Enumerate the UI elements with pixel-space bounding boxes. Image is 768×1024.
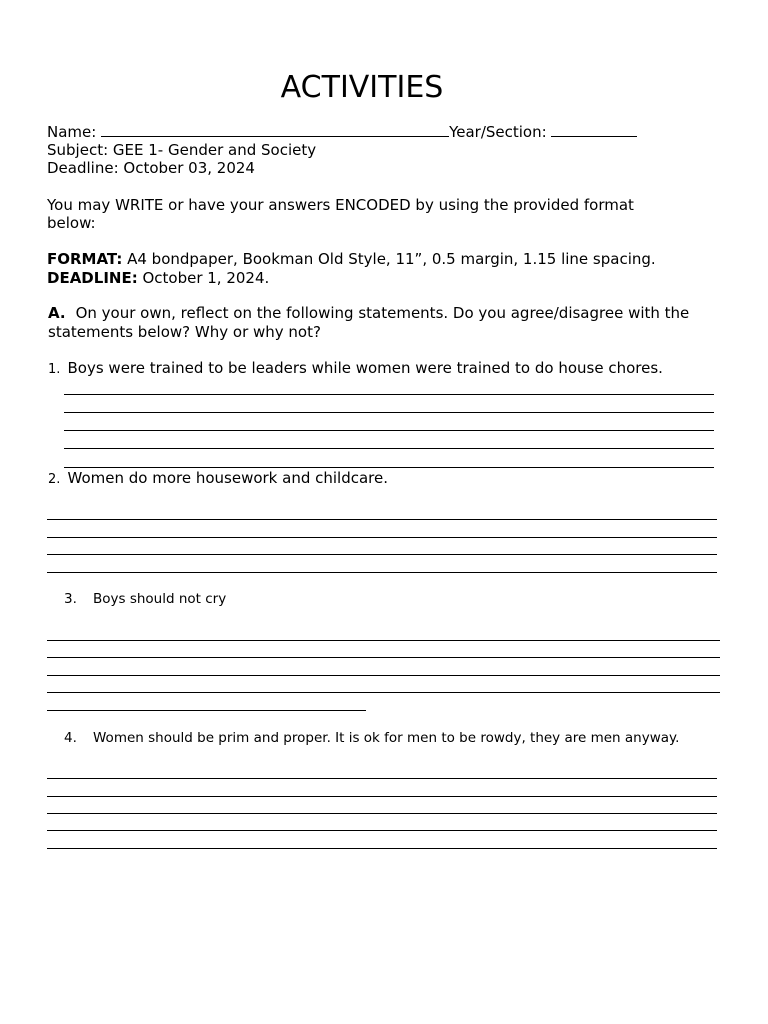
answer-line[interactable] — [47, 537, 717, 538]
answer-line[interactable] — [47, 572, 717, 573]
item-1-number: 1. — [48, 362, 61, 377]
answer-line[interactable] — [47, 519, 717, 520]
section-a-line-1 — [48, 304, 689, 322]
answer-line[interactable] — [47, 778, 717, 779]
answer-line[interactable] — [47, 830, 717, 831]
answer-line[interactable] — [47, 657, 720, 658]
item-4-number: 4. — [64, 730, 77, 746]
instructions-line-1: You may WRITE or have your answers ENCODED by using the provided format — [47, 196, 634, 214]
item-3-number: 3. — [64, 591, 77, 607]
name-line — [47, 122, 637, 141]
item-3-text: Boys should not cry — [93, 591, 227, 607]
format-value: A4 bondpaper, Bookman Old Style, 11”, 0.5 margin, 1.15 line spacing. — [122, 250, 656, 268]
item-1 — [48, 358, 663, 378]
page-title: ACTIVITIES — [280, 70, 444, 105]
answer-line[interactable] — [47, 796, 717, 797]
name-blank[interactable] — [101, 122, 449, 137]
deadline-line: Deadline: October 03, 2024 — [47, 159, 255, 177]
format-deadline-label: DEADLINE: — [47, 269, 138, 287]
answer-line[interactable] — [47, 675, 720, 676]
answer-line[interactable] — [47, 554, 717, 555]
format-deadline-line — [47, 269, 269, 287]
answer-line[interactable] — [47, 848, 717, 849]
item-2-number: 2. — [48, 472, 61, 487]
answer-line[interactable] — [64, 412, 714, 413]
year-section-label: Year/Section: — [449, 123, 552, 141]
answer-line[interactable] — [47, 692, 720, 693]
answer-line[interactable] — [64, 394, 714, 395]
name-label: Name: — [47, 123, 102, 141]
item-1-text: Boys were trained to be leaders while women were trained to do house chores. — [67, 359, 663, 377]
format-label: FORMAT: — [47, 250, 123, 268]
answer-line[interactable] — [64, 448, 714, 449]
format-deadline-value: October 1, 2024. — [137, 269, 270, 287]
year-section-blank[interactable] — [551, 122, 637, 137]
subject-line: Subject: GEE 1- Gender and Society — [47, 141, 317, 159]
section-a-label: A. — [48, 304, 66, 322]
answer-line[interactable] — [47, 640, 720, 641]
section-a-line-2: statements below? Why or why not? — [48, 323, 321, 341]
answer-line[interactable] — [64, 430, 714, 431]
section-a-text-1: On your own, reflect on the following statements. Do you agree/disagree with the — [75, 304, 690, 322]
item-4-text: Women should be prim and proper. It is ok for men to be rowdy, they are men anyway. — [93, 730, 680, 746]
answer-line[interactable] — [47, 813, 717, 814]
instructions-line-2: below: — [47, 214, 96, 232]
format-line — [47, 250, 656, 268]
answer-line[interactable] — [47, 710, 366, 711]
item-2-text: Women do more housework and childcare. — [67, 469, 389, 487]
item-2 — [48, 468, 388, 488]
